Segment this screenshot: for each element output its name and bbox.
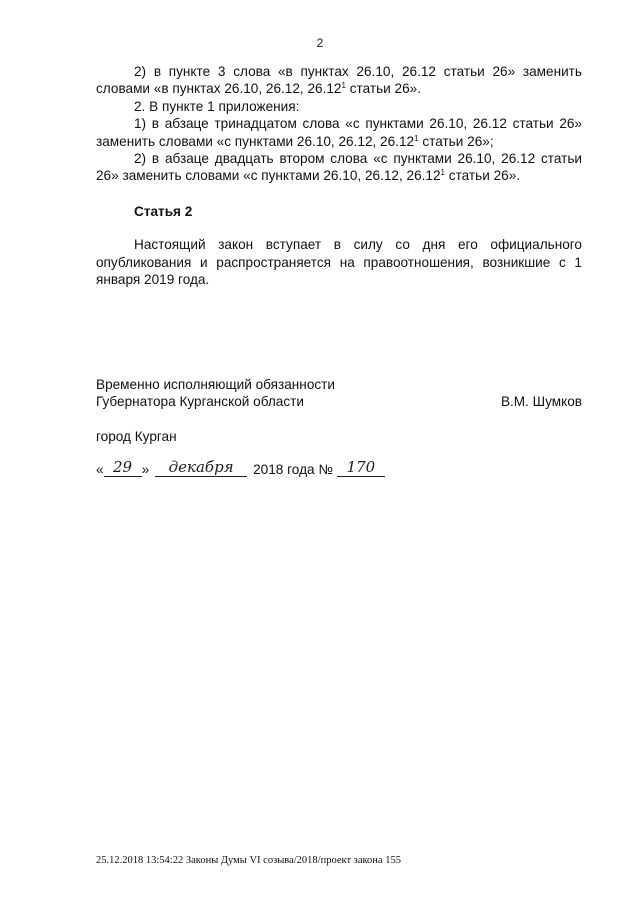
superscript: 1 (414, 133, 419, 143)
paragraph-amendment-1-tail: статьи 26». (345, 81, 421, 97)
paragraph-amendment-2 (96, 115, 582, 150)
paragraph-appendix-header: 2. В пункте 1 приложения: (134, 98, 300, 114)
paragraph-amendment-3-tail: статьи 26». (445, 168, 521, 184)
handwritten-day: 29 (104, 458, 142, 477)
paragraph-effective-date: Настоящий закон вступает в силу со дня его официального опубликования и распространяется на правоотношения, возникшие с 1 января 2019 года. (96, 237, 582, 288)
signature-block (96, 376, 582, 411)
city-line: город Курган (96, 429, 177, 444)
open-quote: « (96, 462, 104, 477)
signatory-name: В.М. Шумков (500, 394, 582, 410)
handwritten-law-number: 170 (337, 458, 385, 477)
superscript: 1 (440, 168, 445, 178)
footer-stamp: 25.12.2018 13:54:22 Законы Думы VI созыва/2018/проект закона 155 (96, 855, 401, 866)
article-title: Статья 2 (134, 203, 193, 219)
paragraph-amendment-1-text: 2) в пункте 3 слова «в пунктах 26.10, 26.12 статьи 26» заменить словами «в пунктах 26.10, 26.12, 26.12 (96, 64, 582, 97)
date-line (96, 458, 385, 477)
close-quote: » (141, 462, 150, 477)
paragraph-amendment-2-tail: статьи 26»; (418, 133, 494, 149)
signature-row (96, 393, 582, 410)
paragraph-amendment-3-text: 2) в абзаце двадцать втором слова «с пунктами 26.10, 26.12 статьи 26» заменить словами «с пунктами 26.10, 26.12, 26.12 (96, 151, 582, 184)
year-text: 2018 года № (253, 462, 333, 477)
paragraph-amendment-2-text: 1) в абзаце тринадцатом слова «с пунктами 26.10, 26.12 статьи 26» заменить словами «с пунктами 26.10, 26.12, 26.12 (96, 116, 582, 149)
superscript: 1 (341, 81, 346, 91)
paragraph-amendment-1 (96, 63, 582, 98)
page-number: 2 (316, 36, 324, 50)
paragraph-amendment-3 (96, 150, 582, 185)
document-body (96, 63, 582, 288)
position-line-2: Губернатора Курганской области (96, 394, 304, 410)
handwritten-month: декабря (155, 458, 247, 477)
position-line-1: Временно исполняющий обязанности (96, 377, 335, 392)
